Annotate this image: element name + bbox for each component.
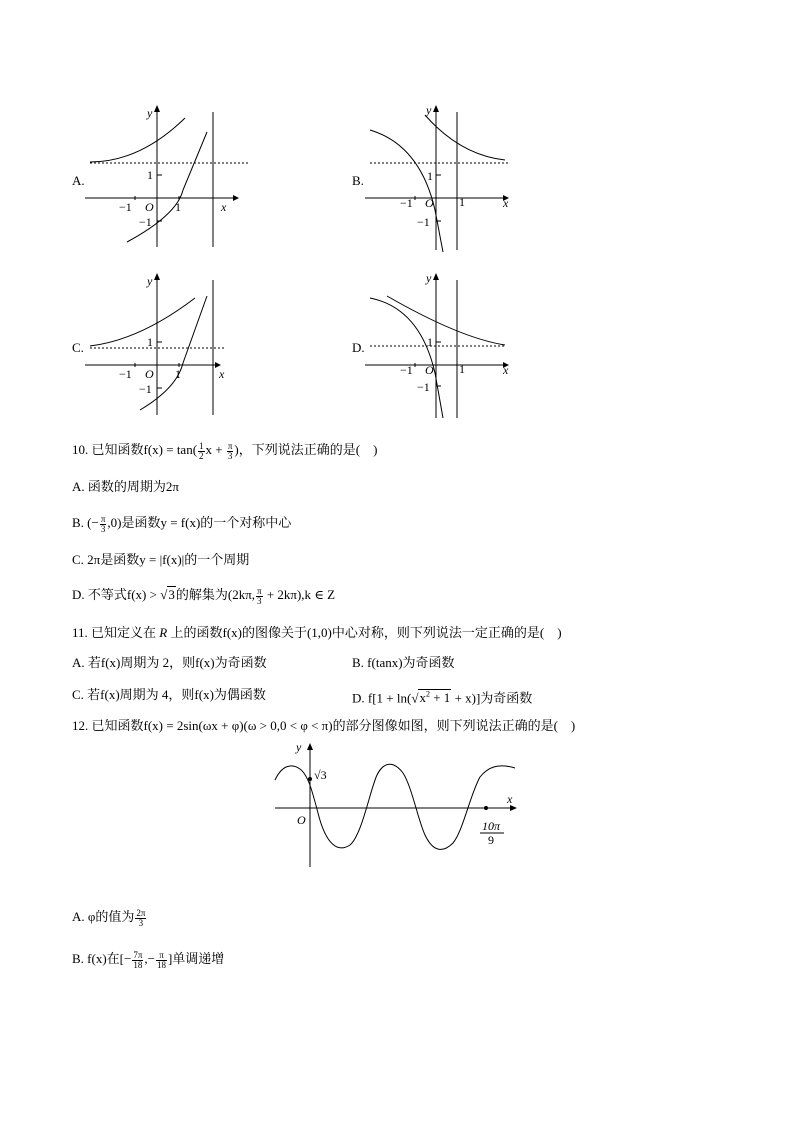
q10-optd-part3: + 2kπ),k ∈ Z xyxy=(263,587,336,602)
q10-optd-frac-den: 3 xyxy=(257,595,262,606)
q10-optd-frac-num: π xyxy=(257,585,262,596)
graph-option-c xyxy=(85,268,245,423)
option-d-label: D. xyxy=(352,340,365,355)
q12-graph-x-label: x xyxy=(507,792,513,806)
graph-a-x-label: x xyxy=(221,200,227,214)
q12-opta-fraction xyxy=(135,909,146,928)
graph-a-y-label: y xyxy=(147,106,153,120)
q12-option-a xyxy=(72,908,147,928)
graph-a-svg xyxy=(85,100,245,250)
option-c-label: C. xyxy=(72,340,84,355)
q11-stem-part1: 11. 已知定义在 xyxy=(72,625,160,640)
q10-optb-frac-den: 3 xyxy=(100,523,106,534)
q10-stem xyxy=(72,441,377,461)
q10-stem-part3: )，下列说法正确的是( ) xyxy=(234,442,378,457)
graph-b-svg xyxy=(365,100,525,250)
q10-optd-part1: D. 不等式f(x) > xyxy=(72,587,161,602)
q10-fraction-pi-third xyxy=(227,442,234,461)
graph-d-neg-one-x: −1 xyxy=(400,363,413,377)
q10-optd-fraction xyxy=(256,587,263,606)
graph-c-one-x: 1 xyxy=(175,367,181,381)
graph-a-neg-one-x: −1 xyxy=(119,200,132,214)
graph-c-origin: O xyxy=(145,367,154,381)
sqrt-icon: √ xyxy=(160,587,168,602)
graph-b-neg-one-y: −1 xyxy=(417,215,430,229)
q10-stem-part1: 10. 已知函数f(x) = tan( xyxy=(72,442,198,457)
graph-c-y-label: y xyxy=(147,274,153,288)
graph-b-neg-one-x: −1 xyxy=(400,196,413,210)
q11-optd-sqrt xyxy=(418,689,451,705)
q11-stem xyxy=(72,624,562,642)
q11-option-b: B. f(tanx)为奇函数 xyxy=(352,655,455,670)
option-b-label: B. xyxy=(352,173,364,188)
graph-c-svg xyxy=(85,268,245,418)
q12-graph-sqrt3: √3 xyxy=(314,768,327,782)
graph-c-neg-one-y: −1 xyxy=(139,382,152,396)
q12-graph-tick-den: 9 xyxy=(488,833,494,847)
q10-option-d xyxy=(72,586,335,606)
q12-graph-tick-num: 10π xyxy=(482,819,501,833)
q11-optd-sqrt-sup: 2 xyxy=(425,690,430,699)
graph-d-svg xyxy=(365,268,525,418)
q11-stem-r: R xyxy=(159,625,168,640)
option-a-label: A. xyxy=(72,173,85,188)
q12-optb-f2-num: π xyxy=(156,951,167,961)
graph-d-origin: O xyxy=(425,363,434,377)
q12-opta-part1: A. φ的值为 xyxy=(72,909,135,924)
q10-optd-sqrt-value: 3 xyxy=(168,587,175,602)
q12-sine-graph xyxy=(270,735,530,880)
q12-optb-fraction1 xyxy=(132,951,143,970)
graph-d-one-x: 1 xyxy=(459,362,465,376)
graph-b-y-label: y xyxy=(426,103,432,117)
graph-option-d xyxy=(365,268,525,423)
graph-d-neg-one-y: −1 xyxy=(417,380,430,394)
graph-c-neg-one-x: −1 xyxy=(119,367,132,381)
graph-a-one-y: 1 xyxy=(147,168,153,182)
q10-fraction-one-half xyxy=(198,442,205,461)
q12-optb-part2: ]单调递增 xyxy=(167,951,225,966)
graph-b-one-y: 1 xyxy=(427,169,433,183)
q10-optb-part2: ,0)是函数y = f(x)的一个对称中心 xyxy=(107,515,292,530)
graph-b-origin: O xyxy=(425,196,434,210)
q10-optd-part2: 的解集为(2kπ, xyxy=(175,587,256,602)
graph-option-a xyxy=(85,100,245,255)
q10-optb-fraction xyxy=(100,515,107,534)
sqrt-icon: √ xyxy=(411,690,419,706)
q10-frac2-den: 3 xyxy=(227,450,233,461)
q12-opta-frac-den: 3 xyxy=(138,917,144,928)
graph-d-x-label: x xyxy=(503,363,509,377)
q11-optd-sqrt-rest: + 1 xyxy=(429,690,451,706)
q12-opta-frac-num: 2π xyxy=(136,907,146,918)
q12-option-b xyxy=(72,950,224,970)
graph-a-neg-one-y: −1 xyxy=(139,215,152,229)
q12-optb-f1-den: 18 xyxy=(133,959,143,970)
q10-option-c: C. 2π是函数y = |f(x)|的一个周期 xyxy=(72,552,250,567)
graph-b-x-label: x xyxy=(503,196,509,210)
graph-b-one-x: 1 xyxy=(459,195,465,209)
graph-d-one-y: 1 xyxy=(427,335,433,349)
q12-optb-fraction2 xyxy=(156,951,167,970)
q10-stem-part2: x + xyxy=(205,442,226,457)
q10-optb-frac-num: π xyxy=(100,513,106,524)
graph-d-y-label: y xyxy=(426,271,432,285)
graph-c-x-label: x xyxy=(219,367,225,381)
q12-graph-origin: O xyxy=(297,813,306,827)
q10-frac1-num: 1 xyxy=(199,440,204,451)
q11-optd-sqrt-x: x xyxy=(419,690,426,706)
graph-c-one-y: 1 xyxy=(147,335,153,349)
graph-a-origin: O xyxy=(145,200,154,214)
q11-optd-part1: D. f[1 + ln( xyxy=(352,690,412,706)
q10-frac1-den: 2 xyxy=(199,450,204,461)
q11-option-a: A. 若f(x)周期为 2，则f(x)为奇函数 xyxy=(72,655,267,670)
graph-option-b xyxy=(365,100,525,255)
q10-option-b xyxy=(72,514,291,534)
q10-optb-part1: B. (− xyxy=(72,515,99,530)
q12-stem: 12. 已知函数f(x) = 2sin(ωx + φ)(ω > 0,0 < φ < π)的部分图像如图，则下列说法正确的是( ) xyxy=(72,718,576,733)
q12-graph-y-label: y xyxy=(296,740,302,754)
q11-option-c: C. 若f(x)周期为 4，则f(x)为偶函数 xyxy=(72,687,266,702)
q11-stem-part2: 上的函数f(x)的图像关于(1,0)中心对称，则下列说法一定正确的是( ) xyxy=(167,625,562,640)
q10-option-a: A. 函数的周期为2π xyxy=(72,479,179,494)
q10-frac2-num: π xyxy=(227,440,233,451)
q12-optb-sep: ,− xyxy=(144,951,155,966)
q12-optb-f1-num: 7π xyxy=(133,949,143,960)
q12-optb-part1: B. f(x)在[− xyxy=(72,951,132,966)
q12-sine-svg xyxy=(270,735,530,875)
q11-option-d xyxy=(352,686,532,707)
q12-optb-f2-den: 18 xyxy=(156,959,166,970)
graph-a-one-x: 1 xyxy=(175,200,181,214)
q11-optd-part2: + x)]为奇函数 xyxy=(451,690,533,706)
